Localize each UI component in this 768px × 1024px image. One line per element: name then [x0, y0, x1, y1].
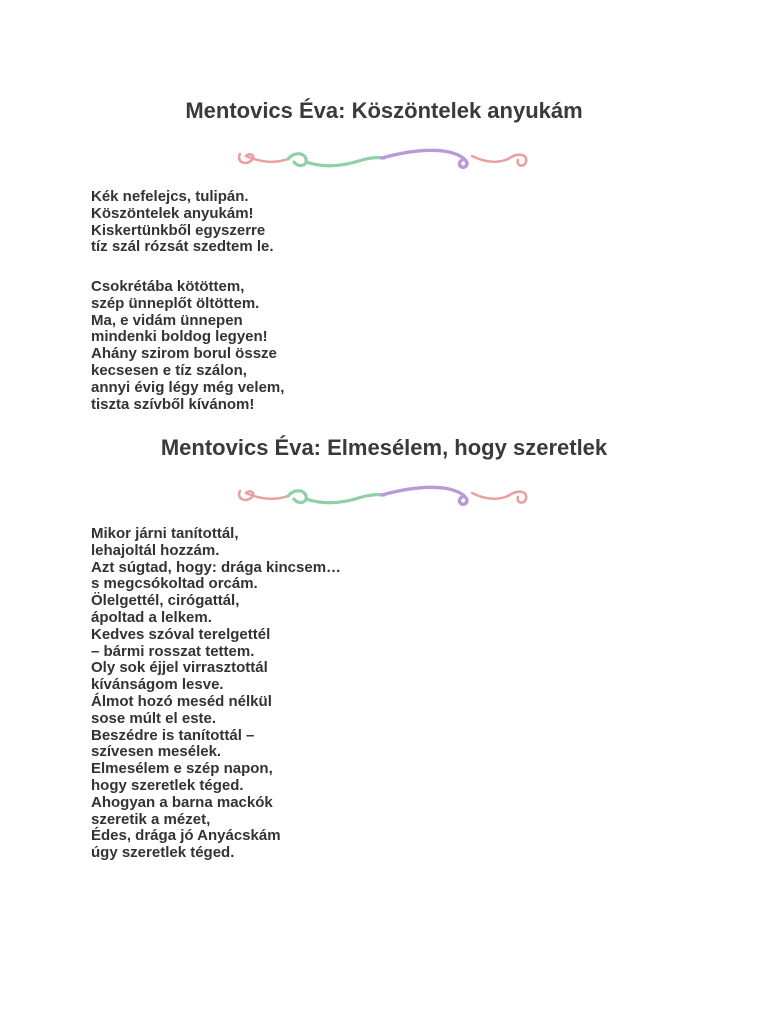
poem-line: Oly sok éjjel virrasztottál: [91, 659, 268, 677]
poem-line: sose múlt el este.: [91, 709, 217, 727]
poem-line: szívesen mesélek.: [91, 743, 222, 761]
poem-line: Kedves szóval terelgettél: [91, 625, 271, 643]
poem-line: Elmesélem e szép napon,: [91, 760, 273, 778]
poem-line: Köszöntelek anyukám!: [91, 204, 254, 222]
poem-line: szép ünneplőt öltöttem.: [91, 294, 260, 312]
ornament-right-curl: [508, 492, 526, 503]
poem-line: Ma, e vidám ünnepen: [91, 311, 243, 329]
poem-stanza: [91, 189, 274, 256]
poem-line: úgy szeretlek téged.: [91, 844, 235, 862]
poem-line: Ölelgettél, cirógattál,: [91, 592, 240, 610]
poem-line: s megcsókoltad orcám.: [91, 575, 258, 593]
ornament-right-swoosh: [472, 156, 508, 162]
ornament-right-swoosh: [472, 493, 508, 499]
poem-line: – bármi rosszat tettem.: [91, 642, 255, 660]
poem-line: kívánságom lesve.: [91, 676, 224, 694]
poem-line: Azt súgtad, hogy: drága kincsem…: [91, 558, 342, 576]
poem-line: Kiskertünkből egyszerre: [91, 221, 266, 239]
poem-line: ápoltad a lelkem.: [91, 608, 212, 626]
ornament-purple-swoosh: [382, 487, 467, 504]
poem-stanza: [91, 526, 341, 862]
poem-line: tiszta szívből kívánom!: [91, 395, 255, 413]
poem-line: Édes, drága jó Anyácskám: [91, 827, 281, 845]
ornament-purple-swoosh: [382, 150, 467, 167]
poem-line: Mikor járni tanítottál,: [91, 525, 239, 542]
poem-line: Csokrétába kötöttem,: [91, 278, 245, 295]
poem-line: mindenki boldog legyen!: [91, 328, 268, 346]
poem-title: Mentovics Éva: Köszöntelek anyukám: [185, 98, 583, 123]
poem-line: Ahány szirom borul össze: [91, 345, 277, 363]
poem-line: Álmot hozó meséd nélkül: [91, 692, 272, 710]
poem-line: hogy szeretlek téged.: [91, 776, 244, 794]
flourish-divider-ornament: [234, 142, 532, 174]
poem-line: szeretik a mézet,: [91, 810, 211, 828]
poem-title: Mentovics Éva: Elmesélem, hogy szeretlek: [160, 435, 608, 460]
poem-stanza: [91, 279, 284, 413]
poem-line: kecsesen e tíz szálon,: [91, 361, 247, 379]
poem-line: tíz szál rózsát szedtem le.: [91, 238, 274, 256]
poem-line: Kék nefelejcs, tulipán.: [91, 188, 249, 205]
ornament-right-curl: [508, 155, 526, 166]
poem-line: Ahogyan a barna mackók: [91, 793, 273, 811]
poem-line: Beszédre is tanítottál –: [91, 726, 255, 744]
ornament-green-swoosh: [288, 154, 384, 166]
poem-line: lehajoltál hozzám.: [91, 541, 220, 559]
ornament-green-swoosh: [288, 491, 384, 503]
flourish-divider-ornament: [234, 479, 532, 511]
poem-line: annyi évig légy még velem,: [91, 378, 285, 396]
